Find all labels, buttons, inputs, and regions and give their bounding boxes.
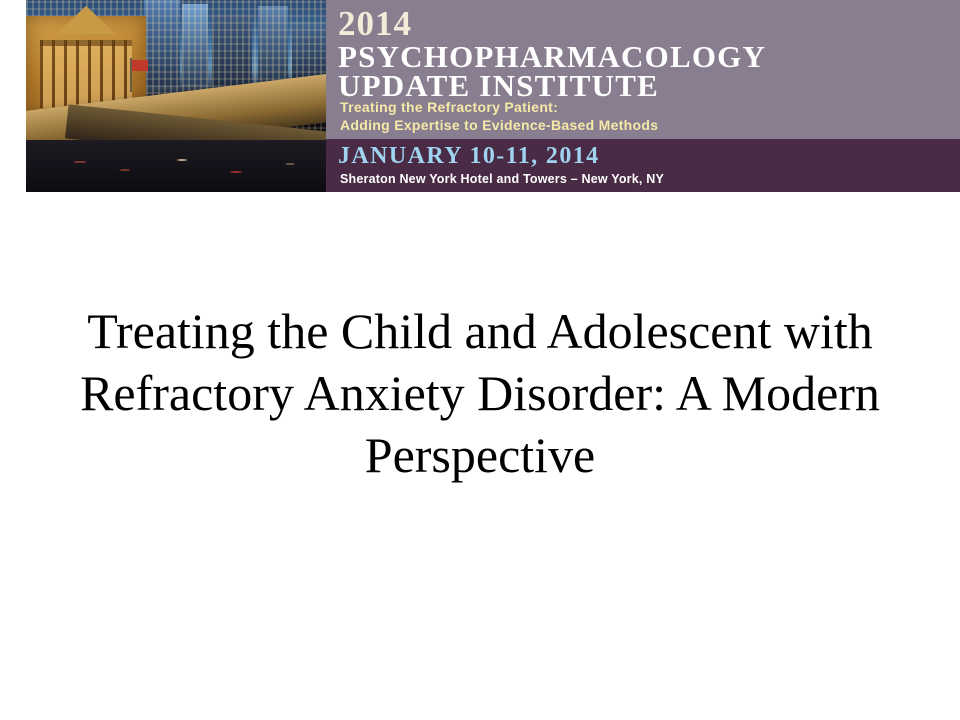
banner-title-line-2: UPDATE INSTITUTE [338,68,659,103]
photo-flag [132,60,148,71]
banner-venue: Sheraton New York Hotel and Towers – New York, NY [340,172,665,186]
banner-title-line-1: PSYCHOPHARMACOLOGY [338,39,767,74]
banner-year: 2014 [338,4,412,43]
banner-subtitle-line-2: Adding Expertise to Evidence-Based Methods [340,117,659,133]
banner-text-block [326,0,960,192]
grand-central-terminal-night-photo [26,0,326,192]
conference-banner [0,0,960,192]
banner-left-margin [0,0,26,192]
slide-title: Treating the Child and Adolescent with Refractory Anxiety Disorder: A Modern Perspective [80,303,880,483]
banner-subtitle-line-1: Treating the Refractory Patient: [340,99,559,115]
photo-traffic-lights [26,146,326,186]
banner-dates: JANUARY 10-11, 2014 [338,143,600,169]
